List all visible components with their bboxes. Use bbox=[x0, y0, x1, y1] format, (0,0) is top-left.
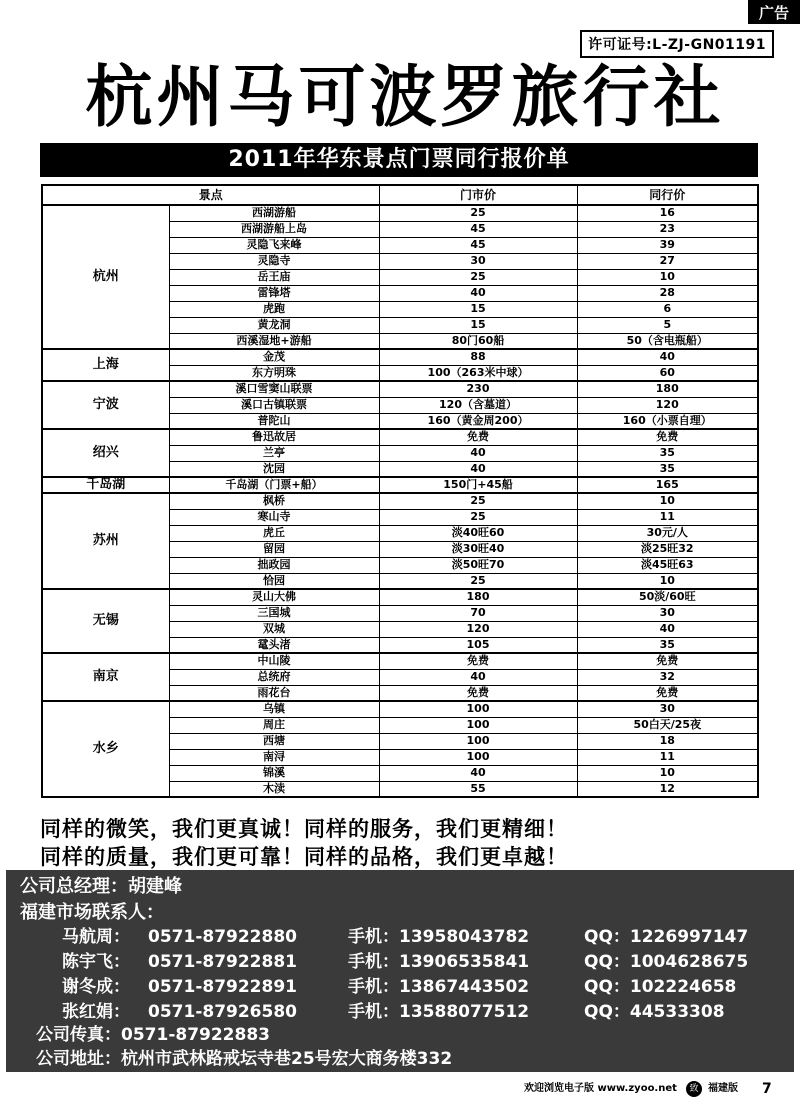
general-manager: 公司总经理：胡建峰 bbox=[20, 876, 182, 897]
footer-edition: 福建版 bbox=[708, 1083, 738, 1094]
attraction-cell: 虎跑 bbox=[169, 301, 379, 317]
contact-tel: 0571-87922880 bbox=[148, 927, 297, 947]
region-group bbox=[42, 701, 758, 797]
trade-price-cell: 5 bbox=[577, 317, 758, 333]
attraction-cell: 溪口雪窦山联票 bbox=[169, 381, 379, 397]
trade-price-cell: 23 bbox=[577, 221, 758, 237]
market-contact-label: 福建市场联系人： bbox=[20, 902, 164, 923]
retail-price-cell: 免费 bbox=[379, 685, 577, 701]
retail-price-cell: 100 bbox=[379, 717, 577, 733]
retail-price-cell: 淡30旺40 bbox=[379, 541, 577, 557]
region-group bbox=[42, 477, 758, 493]
header-retail-price: 门市价 bbox=[379, 185, 577, 205]
trade-price-cell: 淡45旺63 bbox=[577, 557, 758, 573]
trade-price-cell: 40 bbox=[577, 349, 758, 365]
retail-price-cell: 淡40旺60 bbox=[379, 525, 577, 541]
table-row bbox=[42, 381, 758, 397]
retail-price-cell: 30 bbox=[379, 253, 577, 269]
retail-price-cell: 45 bbox=[379, 221, 577, 237]
attraction-cell: 兰亭 bbox=[169, 445, 379, 461]
contact-name: 马航周： bbox=[62, 927, 130, 947]
header-trade-price: 同行价 bbox=[577, 185, 758, 205]
retail-price-cell: 淡50旺70 bbox=[379, 557, 577, 573]
trade-price-cell: 120 bbox=[577, 397, 758, 413]
footer-site-text: 欢迎浏览电子版 www.zyoo.net bbox=[524, 1083, 677, 1094]
retail-price-cell: 180 bbox=[379, 589, 577, 605]
attraction-cell: 三国城 bbox=[169, 605, 379, 621]
trade-price-cell: 11 bbox=[577, 749, 758, 765]
contact-mobile: 手机：13867443502 bbox=[348, 977, 530, 997]
retail-price-cell: 15 bbox=[379, 317, 577, 333]
retail-price-cell: 120（含墓道） bbox=[379, 397, 577, 413]
slogan-line: 同样的质量，我们更可靠！同样的品格，我们更卓越！ bbox=[40, 845, 568, 869]
page-title: 杭州马可波罗旅行社 bbox=[85, 57, 725, 136]
trade-price-cell: 50白天/25夜 bbox=[577, 717, 758, 733]
contact-section bbox=[6, 870, 794, 1072]
attraction-cell: 灵隐寺 bbox=[169, 253, 379, 269]
table-header-row bbox=[42, 185, 758, 205]
trade-price-cell: 35 bbox=[577, 637, 758, 653]
page-number: 7 bbox=[762, 1081, 772, 1097]
table-row bbox=[42, 205, 758, 221]
retail-price-cell: 40 bbox=[379, 285, 577, 301]
retail-price-cell: 25 bbox=[379, 205, 577, 221]
contact-mobile: 手机：13588077512 bbox=[348, 1002, 530, 1022]
trade-price-cell: 50（含电瓶船） bbox=[577, 333, 758, 349]
trade-price-cell: 35 bbox=[577, 461, 758, 477]
retail-price-cell: 120 bbox=[379, 621, 577, 637]
retail-price-cell: 25 bbox=[379, 493, 577, 509]
publisher-logo-icon: 致 bbox=[686, 1081, 702, 1097]
trade-price-cell: 28 bbox=[577, 285, 758, 301]
header-attraction: 景点 bbox=[42, 185, 379, 205]
trade-price-cell: 淡25旺32 bbox=[577, 541, 758, 557]
region-cell: 苏州 bbox=[42, 493, 169, 589]
trade-price-cell: 11 bbox=[577, 509, 758, 525]
region-cell: 宁波 bbox=[42, 381, 169, 429]
attraction-cell: 恰园 bbox=[169, 573, 379, 589]
region-group bbox=[42, 429, 758, 477]
retail-price-cell: 45 bbox=[379, 237, 577, 253]
attraction-cell: 乌镇 bbox=[169, 701, 379, 717]
trade-price-cell: 39 bbox=[577, 237, 758, 253]
region-group bbox=[42, 205, 758, 349]
contact-mobile: 手机：13958043782 bbox=[348, 927, 530, 947]
license-number: 许可证号:L-ZJ-GN01191 bbox=[580, 30, 774, 58]
trade-price-cell: 10 bbox=[577, 493, 758, 509]
region-group bbox=[42, 493, 758, 589]
trade-price-cell: 27 bbox=[577, 253, 758, 269]
company-fax: 公司传真：0571-87922883 bbox=[36, 1025, 270, 1045]
retail-price-cell: 40 bbox=[379, 461, 577, 477]
retail-price-cell: 15 bbox=[379, 301, 577, 317]
region-group bbox=[42, 653, 758, 701]
trade-price-cell: 160（小票自理） bbox=[577, 413, 758, 429]
attraction-cell: 西溪湿地+游船 bbox=[169, 333, 379, 349]
attraction-cell: 金茂 bbox=[169, 349, 379, 365]
table-row bbox=[42, 429, 758, 445]
retail-price-cell: 40 bbox=[379, 669, 577, 685]
retail-price-cell: 40 bbox=[379, 765, 577, 781]
attraction-cell: 黄龙洞 bbox=[169, 317, 379, 333]
company-address: 公司地址：杭州市武林路戒坛寺巷25号宏大商务楼332 bbox=[36, 1049, 453, 1069]
trade-price-cell: 50淡/60旺 bbox=[577, 589, 758, 605]
contact-tel: 0571-87926580 bbox=[148, 1002, 297, 1022]
attraction-cell: 虎丘 bbox=[169, 525, 379, 541]
retail-price-cell: 100 bbox=[379, 749, 577, 765]
trade-price-cell: 16 bbox=[577, 205, 758, 221]
slogans bbox=[40, 815, 770, 871]
retail-price-cell: 100 bbox=[379, 733, 577, 749]
trade-price-cell: 30 bbox=[577, 605, 758, 621]
attraction-cell: 寒山寺 bbox=[169, 509, 379, 525]
trade-price-cell: 60 bbox=[577, 365, 758, 381]
trade-price-cell: 6 bbox=[577, 301, 758, 317]
region-group bbox=[42, 589, 758, 653]
attraction-cell: 雨花台 bbox=[169, 685, 379, 701]
attraction-cell: 岳王庙 bbox=[169, 269, 379, 285]
ad-tag: 广告 bbox=[748, 0, 800, 24]
trade-price-cell: 180 bbox=[577, 381, 758, 397]
contact-qq: QQ：44533308 bbox=[584, 1002, 725, 1022]
retail-price-cell: 55 bbox=[379, 781, 577, 797]
retail-price-cell: 70 bbox=[379, 605, 577, 621]
trade-price-cell: 18 bbox=[577, 733, 758, 749]
attraction-cell: 双城 bbox=[169, 621, 379, 637]
attraction-cell: 沈园 bbox=[169, 461, 379, 477]
attraction-cell: 中山陵 bbox=[169, 653, 379, 669]
subtitle-banner: 2011年华东景点门票同行报价单 bbox=[40, 143, 758, 177]
contact-qq: QQ：1226997147 bbox=[584, 927, 749, 947]
attraction-cell: 鼋头渚 bbox=[169, 637, 379, 653]
region-cell: 绍兴 bbox=[42, 429, 169, 477]
contact-tel: 0571-87922891 bbox=[148, 977, 297, 997]
attraction-cell: 普陀山 bbox=[169, 413, 379, 429]
region-group bbox=[42, 381, 758, 429]
trade-price-cell: 10 bbox=[577, 269, 758, 285]
attraction-cell: 拙政园 bbox=[169, 557, 379, 573]
attraction-cell: 西塘 bbox=[169, 733, 379, 749]
contact-qq: QQ：1004628675 bbox=[584, 952, 749, 972]
retail-price-cell: 25 bbox=[379, 509, 577, 525]
attraction-cell: 锦溪 bbox=[169, 765, 379, 781]
trade-price-cell: 40 bbox=[577, 621, 758, 637]
trade-price-cell: 10 bbox=[577, 765, 758, 781]
retail-price-cell: 88 bbox=[379, 349, 577, 365]
contact-qq: QQ：102224658 bbox=[584, 977, 737, 997]
contact-tel: 0571-87922881 bbox=[148, 952, 297, 972]
retail-price-cell: 150门+45船 bbox=[379, 477, 577, 493]
attraction-cell: 灵隐飞来峰 bbox=[169, 237, 379, 253]
trade-price-cell: 30元/人 bbox=[577, 525, 758, 541]
retail-price-cell: 25 bbox=[379, 573, 577, 589]
attraction-cell: 南浔 bbox=[169, 749, 379, 765]
attraction-cell: 留园 bbox=[169, 541, 379, 557]
attraction-cell: 木渎 bbox=[169, 781, 379, 797]
retail-price-cell: 230 bbox=[379, 381, 577, 397]
retail-price-cell: 160（黄金周200） bbox=[379, 413, 577, 429]
attraction-cell: 总统府 bbox=[169, 669, 379, 685]
attraction-cell: 灵山大佛 bbox=[169, 589, 379, 605]
page-footer bbox=[0, 1078, 800, 1100]
retail-price-cell: 100（263米中球） bbox=[379, 365, 577, 381]
region-cell: 杭州 bbox=[42, 205, 169, 349]
trade-price-cell: 免费 bbox=[577, 653, 758, 669]
attraction-cell: 千岛湖（门票+船） bbox=[169, 477, 379, 493]
table-row bbox=[42, 349, 758, 365]
table-row bbox=[42, 493, 758, 509]
retail-price-cell: 25 bbox=[379, 269, 577, 285]
retail-price-cell: 100 bbox=[379, 701, 577, 717]
region-cell: 千岛湖 bbox=[42, 477, 169, 493]
retail-price-cell: 40 bbox=[379, 445, 577, 461]
region-cell: 无锡 bbox=[42, 589, 169, 653]
attraction-cell: 枫桥 bbox=[169, 493, 379, 509]
retail-price-cell: 免费 bbox=[379, 429, 577, 445]
price-table bbox=[41, 184, 759, 798]
trade-price-cell: 30 bbox=[577, 701, 758, 717]
slogan-line: 同样的微笑，我们更真诚！同样的服务，我们更精细！ bbox=[40, 817, 568, 841]
trade-price-cell: 12 bbox=[577, 781, 758, 797]
attraction-cell: 溪口古镇联票 bbox=[169, 397, 379, 413]
trade-price-cell: 10 bbox=[577, 573, 758, 589]
trade-price-cell: 免费 bbox=[577, 685, 758, 701]
attraction-cell: 西湖游船上岛 bbox=[169, 221, 379, 237]
retail-price-cell: 80门60船 bbox=[379, 333, 577, 349]
retail-price-cell: 免费 bbox=[379, 653, 577, 669]
trade-price-cell: 165 bbox=[577, 477, 758, 493]
contact-name: 谢冬成： bbox=[62, 977, 130, 997]
contact-name: 张红娟： bbox=[62, 1002, 130, 1022]
attraction-cell: 雷锋塔 bbox=[169, 285, 379, 301]
region-group bbox=[42, 349, 758, 381]
table-row bbox=[42, 477, 758, 493]
attraction-cell: 西湖游船 bbox=[169, 205, 379, 221]
table-row bbox=[42, 701, 758, 717]
table-row bbox=[42, 653, 758, 669]
attraction-cell: 周庄 bbox=[169, 717, 379, 733]
contact-name: 陈宇飞： bbox=[62, 952, 130, 972]
retail-price-cell: 105 bbox=[379, 637, 577, 653]
contact-mobile: 手机：13906535841 bbox=[348, 952, 530, 972]
attraction-cell: 鲁迅故居 bbox=[169, 429, 379, 445]
region-cell: 水乡 bbox=[42, 701, 169, 797]
trade-price-cell: 35 bbox=[577, 445, 758, 461]
table-row bbox=[42, 589, 758, 605]
trade-price-cell: 免费 bbox=[577, 429, 758, 445]
trade-price-cell: 32 bbox=[577, 669, 758, 685]
region-cell: 南京 bbox=[42, 653, 169, 701]
region-cell: 上海 bbox=[42, 349, 169, 381]
attraction-cell: 东方明珠 bbox=[169, 365, 379, 381]
